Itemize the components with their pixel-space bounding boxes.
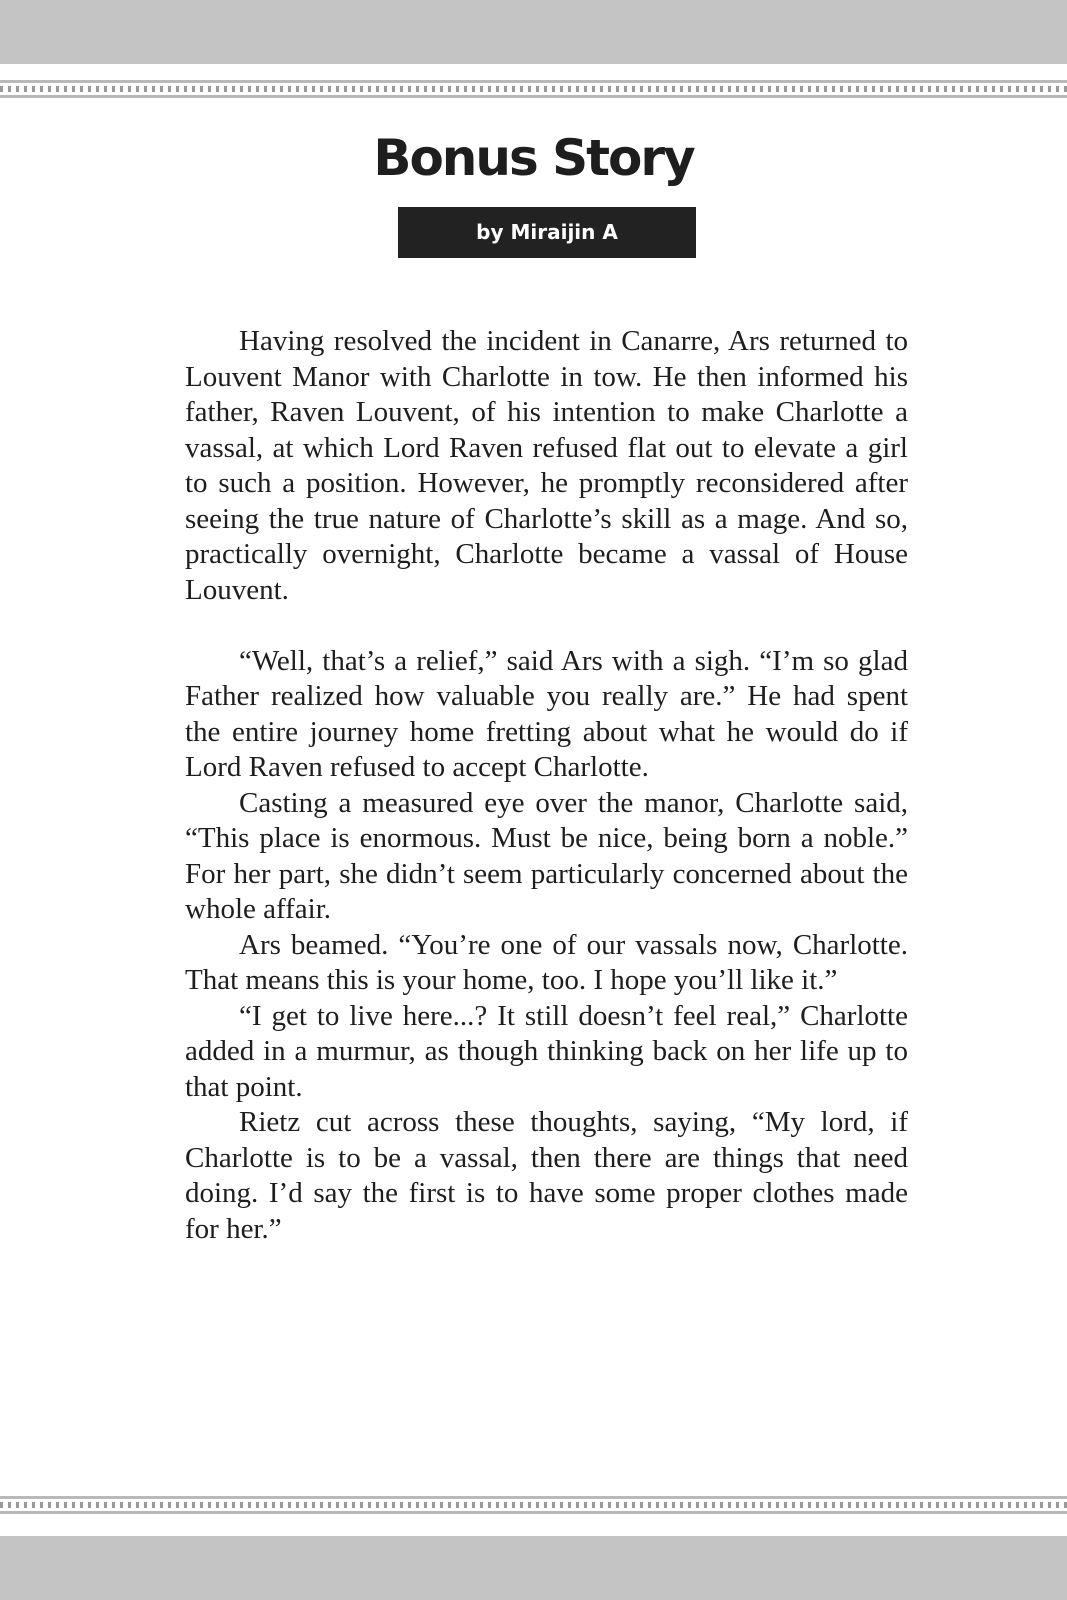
top-decorative-border [0,78,1067,100]
story-body [185,324,908,1247]
top-margin-band [0,0,1067,64]
paragraph: “I get to live here...? It still doesn’t feel real,” Charlotte added in a murmur, as though thinking back on her life up to that point. [185,999,908,1103]
bottom-margin-band [0,1536,1067,1600]
author-byline: by Miraijin A [398,207,696,258]
bottom-decorative-border [0,1494,1067,1516]
paragraph: Casting a measured eye over the manor, Charlotte said, “This place is enormous. Must be nice, being born a noble.” For her part, she didn’t seem particularly concerned about the whole affair. [185,786,908,925]
paragraph: “Well, that’s a relief,” said Ars with a sigh. “I’m so glad Father realized how valuable you really are.” He had spent the entire journey home fretting about what he would do if Lord Raven refused to accept Charlotte. [185,644,908,783]
paragraph: Having resolved the incident in Canarre, Ars returned to Louvent Manor with Charlotte in tow. He then informed his father, Raven Louvent, of his intention to make Charlotte a vassal, at which Lord Raven refused flat out to elevate a girl to such a position. However, he promptly reconsidered after seeing the true nature of Charlotte’s skill as a mage. And so, practically overnight, Charlotte became a vassal of House Louvent. [185,325,908,606]
paragraph: Rietz cut across these thoughts, saying, “My lord, if Charlotte is to be a vassal, then there are things that need doing. I’d say the first is to have some proper clothes made for her.” [185,1106,908,1245]
page-title: Bonus Story [373,129,694,187]
paragraph: Ars beamed. “You’re one of our vassals now, Charlotte. That means this is your home, too. I hope you’ll like it.” [185,928,908,996]
